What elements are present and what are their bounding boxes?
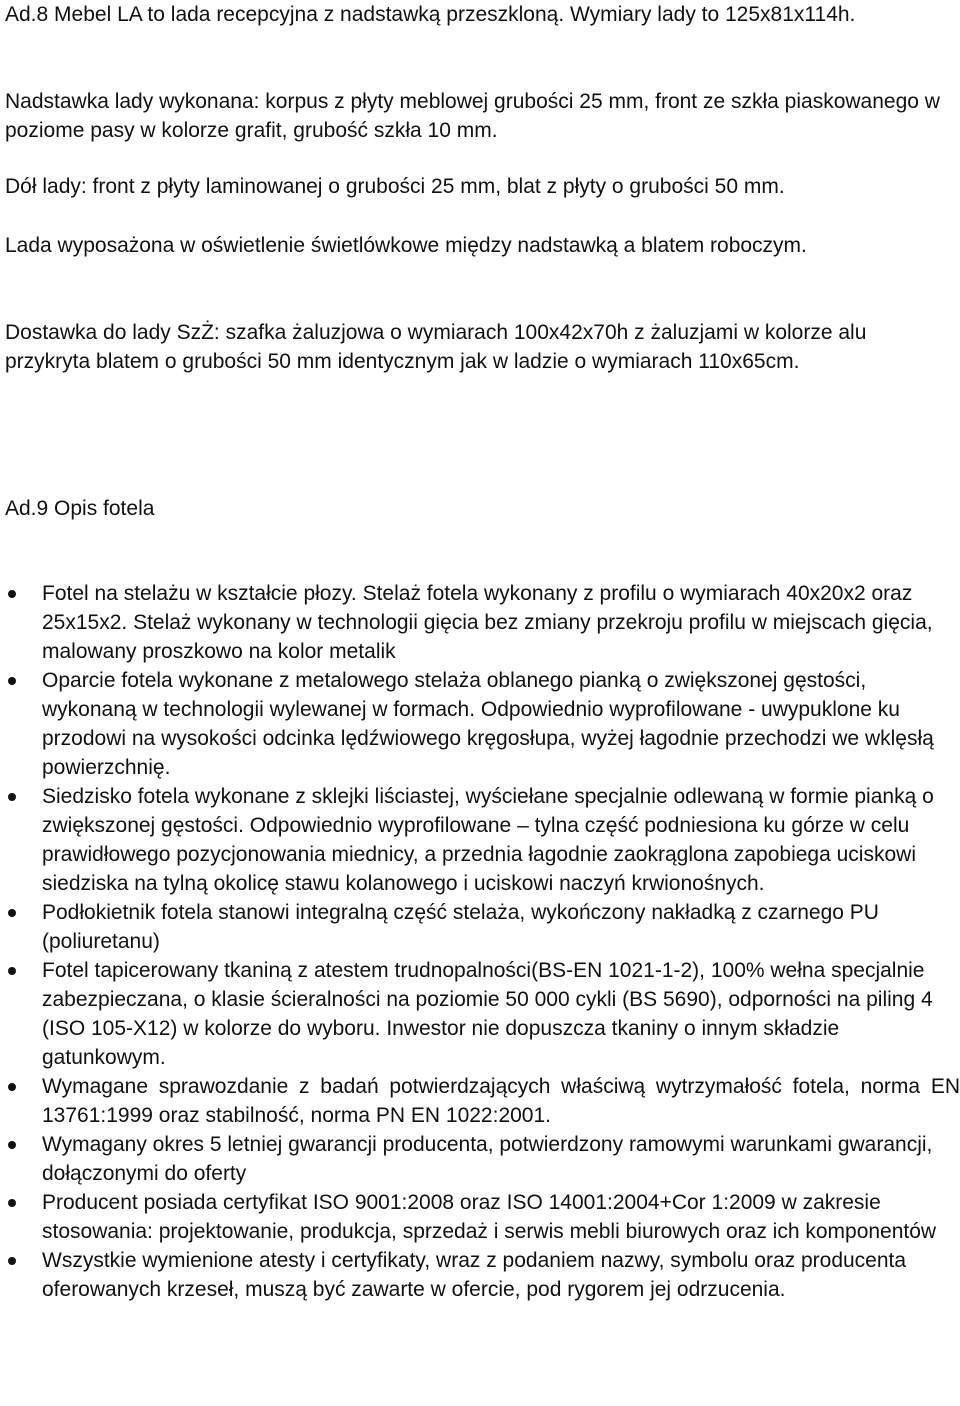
- bullet-icon: [8, 1141, 16, 1149]
- bullet-icon: [8, 590, 16, 598]
- list-item: [5, 666, 960, 782]
- bullet-icon: [8, 1083, 16, 1091]
- dostawka-paragraph: Dostawka do lady SzŻ: szafka żaluzjowa o wymiarach 100x42x70h z żaluzjami w kolorze alu przykryta blatem o grubości 50 mm identycznym jak w ladzie o wymiarach 110x65cm.: [5, 321, 867, 373]
- oswietlenie-paragraph: Lada wyposażona w oświetlenie świetlówkowe między nadstawką a blatem roboczym.: [5, 234, 807, 257]
- list-item: [5, 898, 960, 956]
- list-item-text: Wymagany okres 5 letniej gwarancji producenta, potwierdzony ramowymi warunkami gwarancji, dołączonymi do oferty: [42, 1133, 933, 1185]
- list-item-text: Producent posiada certyfikat ISO 9001:2008 oraz ISO 14001:2004+Cor 1:2009 w zakresie stosowania: projektowanie, produkcja, sprzedaż i serwis mebli biurowych oraz ich komponentów: [42, 1191, 937, 1243]
- list-item: [5, 782, 960, 898]
- list-item: [5, 1188, 960, 1246]
- fotel-spec-list: [5, 579, 960, 1304]
- list-item-text: Wszystkie wymienione atesty i certyfikaty, wraz z podaniem nazwy, symbolu oraz producenta oferowanych krzeseł, muszą być zawarte w ofercie, pod rygorem jej odrzucenia.: [42, 1249, 907, 1301]
- list-item-text: Fotel tapicerowany tkaniną z atestem trudnopalności(BS-EN 1021-1-2), 100% wełna specjalnie zabezpieczana, o klasie ścieralności na poziomie 50 000 cykli (BS 5690), odporności na piling 4 (ISO 105-X12) w kolorze do wyboru. Inwestor nie dopuszcza tkaniny o innym składzie gatunkowym.: [42, 959, 933, 1069]
- dol-lady-paragraph: Dół lady: front z płyty laminowanej o grubości 25 mm, blat z płyty o grubości 50 mm.: [5, 175, 785, 198]
- bullet-icon: [8, 793, 16, 801]
- section-heading-fotel: Ad.9 Opis fotela: [5, 497, 155, 520]
- list-item: [5, 956, 960, 1072]
- list-item: [5, 579, 960, 666]
- list-item-text: Oparcie fotela wykonane z metalowego stelaża oblanego pianką o zwiększonej gęstości, wykonaną w technologii wylewanej w formach. Odpowiednio wyprofilowane - uwypuklone ku przodowi na wysokości odcinka lędźwiowego kręgosłupa, wyżej łagodnie przechodzi we wklęsłą powierzchnię.: [42, 669, 934, 779]
- list-item-text: Wymagane sprawozdanie z badań potwierdzających właściwą wytrzymałość fotela, norma EN 13761:1999 oraz stabilność, norma PN EN 1022:2001.: [42, 1075, 960, 1127]
- list-item-text: Podłokietnik fotela stanowi integralną część stelaża, wykończony nakładką z czarnego PU (poliuretanu): [42, 901, 879, 953]
- list-item: [5, 1246, 960, 1304]
- lada-intro-paragraph: Ad.8 Mebel LA to lada recepcyjna z nadstawką przeszkloną. Wymiary lady to 125x81x114h.: [5, 3, 856, 26]
- list-item-text: Fotel na stelażu w kształcie płozy. Stelaż fotela wykonany z profilu o wymiarach 40x20x2 oraz 25x15x2. Stelaż wykonany w technologii gięcia bez zmiany przekroju profilu w miejscach gięcia, malowany proszkowo na kolor metalik: [42, 582, 933, 663]
- bullet-icon: [8, 909, 16, 917]
- bullet-icon: [8, 677, 16, 685]
- list-item: [5, 1072, 960, 1130]
- bullet-icon: [8, 1257, 16, 1265]
- bullet-icon: [8, 1199, 16, 1207]
- list-item-text: Siedzisko fotela wykonane z sklejki liściastej, wyściełane specjalnie odlewaną w formie pianką o zwiększonej gęstości. Odpowiednio wyprofilowane – tylna część podniesiona ku górze w celu prawidłowego pozycjonowania miednicy, a przednia łagodnie zaokrąglona zapobiega uciskowi siedziska na tylną okolicę stawu kolanowego i uciskowi naczyń krwionośnych.: [42, 785, 934, 895]
- bullet-icon: [8, 967, 16, 975]
- list-item: [5, 1130, 960, 1188]
- nadstawka-paragraph: Nadstawka lady wykonana: korpus z płyty meblowej grubości 25 mm, front ze szkła piaskowanego w poziome pasy w kolorze grafit, grubość szkła 10 mm.: [5, 90, 940, 142]
